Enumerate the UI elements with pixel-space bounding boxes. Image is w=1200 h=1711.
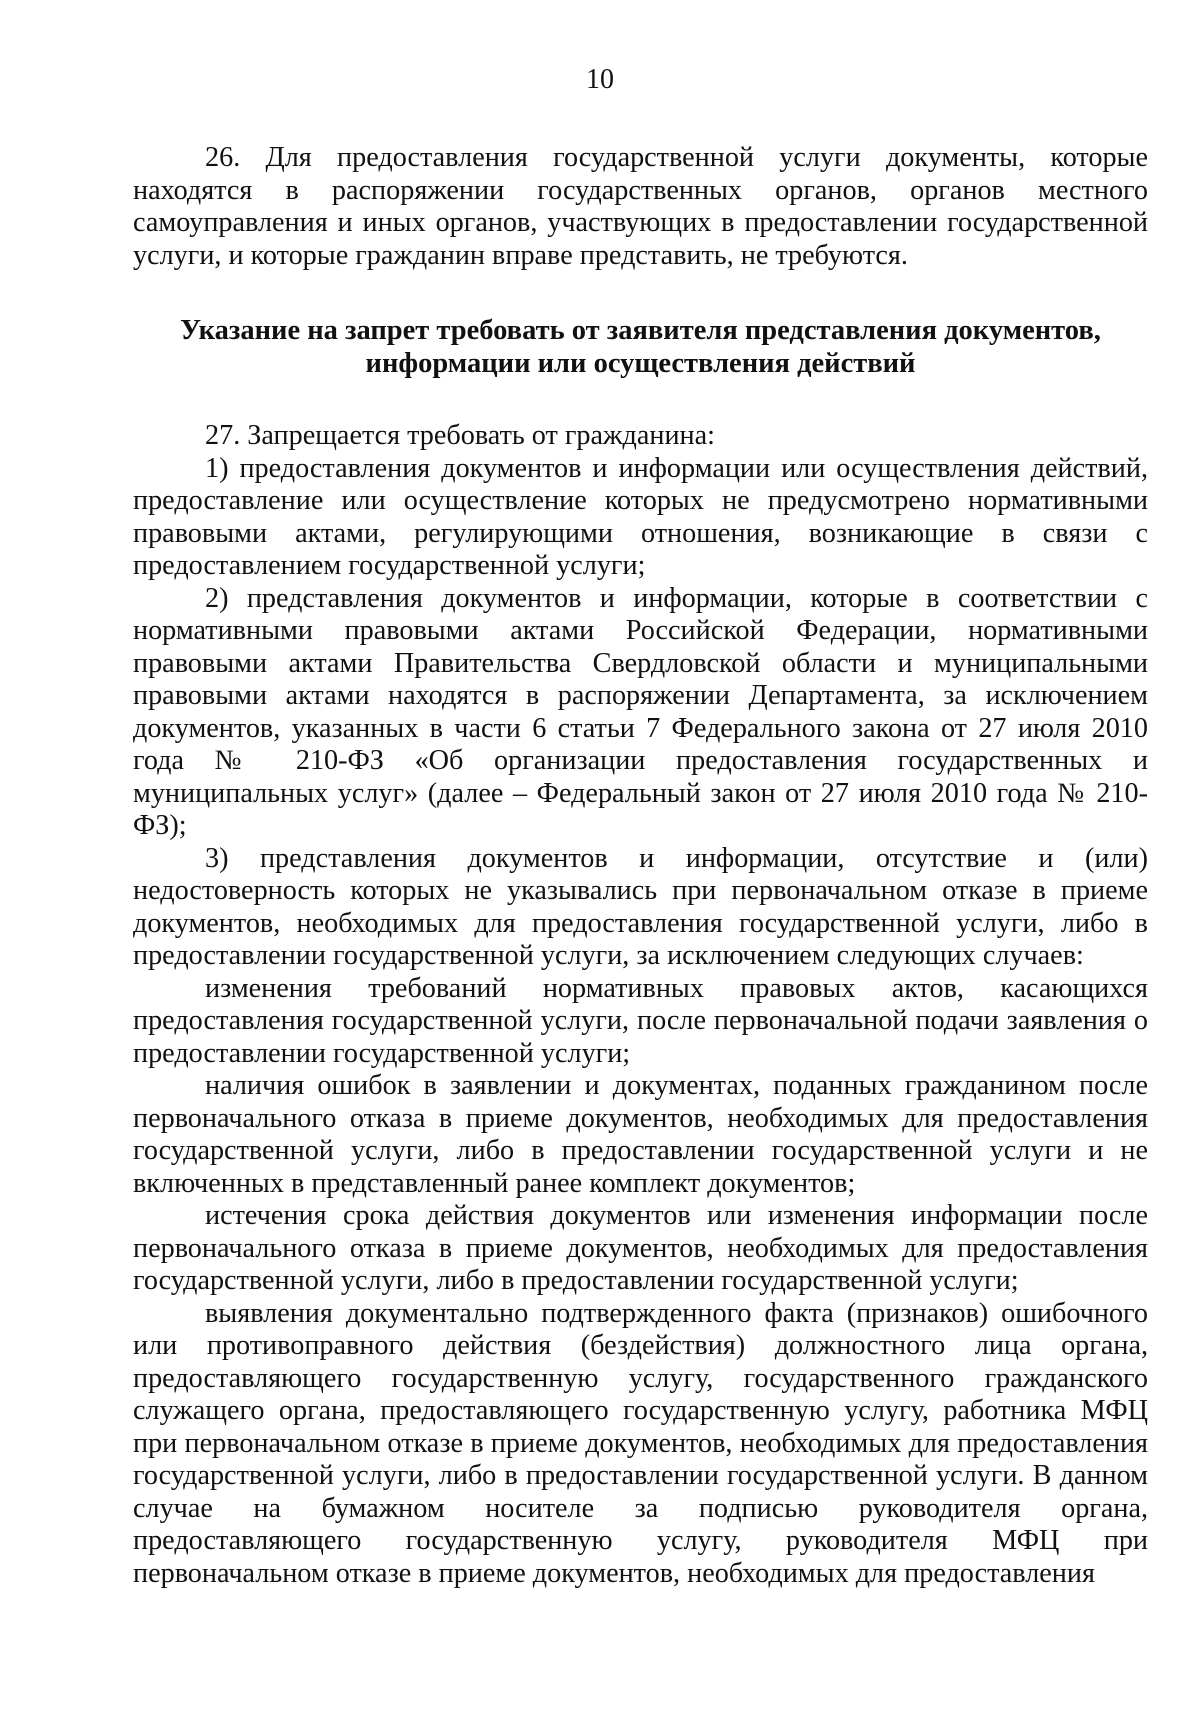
paragraph-26: 26. Для предоставления государственной услуги документы, которые находятся в распоряжении государственных органов, органов местного самоуправления и иных органов, участвующих в предоставлении государственной услуги, и которые гражданин вправе представить, не требуются. bbox=[133, 142, 1148, 271]
document-body bbox=[133, 142, 1148, 1590]
section-heading-line-2: информации или осуществления действий bbox=[365, 348, 916, 379]
list-item-3: 3) представления документов и информации, отсутствие и (или) недостоверность которых не указывались при первоначальном отказе в приеме документов, необходимых для предоставления государственной услуги, либо в предоставлении государственной услуги, за исключением следующих случаев: bbox=[133, 842, 1148, 971]
section-heading-line-1: Указание на запрет требовать от заявителя представления документов, bbox=[180, 315, 1101, 346]
exception-case-official-error: выявления документально подтвержденного факта (признаков) ошибочного или противоправного действия (бездействия) должностного лица органа, предоставляющего государственную услугу, государственного гражданского служащего органа, предоставляющего государственную услугу, работника МФЦ при первоначальном отказе в приеме документов, необходимых для предоставления государственной услуги, либо в предоставлении государственной услуги. В данном случае на бумажном носителе за подписью руководителя органа, предоставляющего государственную услугу, руководителя МФЦ при первоначальном отказе в приеме документов, необходимых для предоставления bbox=[133, 1297, 1148, 1589]
list-item-2: 2) представления документов и информации, которые в соответствии с нормативными правовыми актами Российской Федерации, нормативными правовыми актами Правительства Свердловской области и муниципальными правовыми актами находятся в распоряжении Департамента, за исключением документов, указанных в части 6 статьи 7 Федерального закона от 27 июля 2010 года № 210-ФЗ «Об организации предоставления государственных и муниципальных услуг» (далее – Федеральный закон от 27 июля 2010 года № 210-ФЗ); bbox=[133, 582, 1148, 841]
section-heading bbox=[133, 314, 1148, 380]
exception-case-requirements-change: изменения требований нормативных правовых актов, касающихся предоставления государственной услуги, после первоначальной подачи заявления о предоставлении государственной услуги; bbox=[133, 972, 1148, 1069]
list-item-1: 1) предоставления документов и информации или осуществления действий, предоставление или осуществление которых не предусмотрено нормативными правовыми актами, регулирующими отношения, возникающие в связи с предоставлением государственной услуги; bbox=[133, 452, 1148, 581]
exception-case-errors: наличия ошибок в заявлении и документах, поданных гражданином после первоначального отказа в приеме документов, необходимых для предоставления государственной услуги, либо в предоставлении государственной услуги и не включенных в представленный ранее комплект документов; bbox=[133, 1070, 1148, 1199]
exception-case-expiry: истечения срока действия документов или изменения информации после первоначального отказа в приеме документов, необходимых для предоставления государственной услуги, либо в предоставлении государственной услуги; bbox=[133, 1200, 1148, 1296]
paragraph-27: 27. Запрещается требовать от гражданина: bbox=[205, 420, 715, 451]
page-number: 10 bbox=[586, 64, 614, 95]
